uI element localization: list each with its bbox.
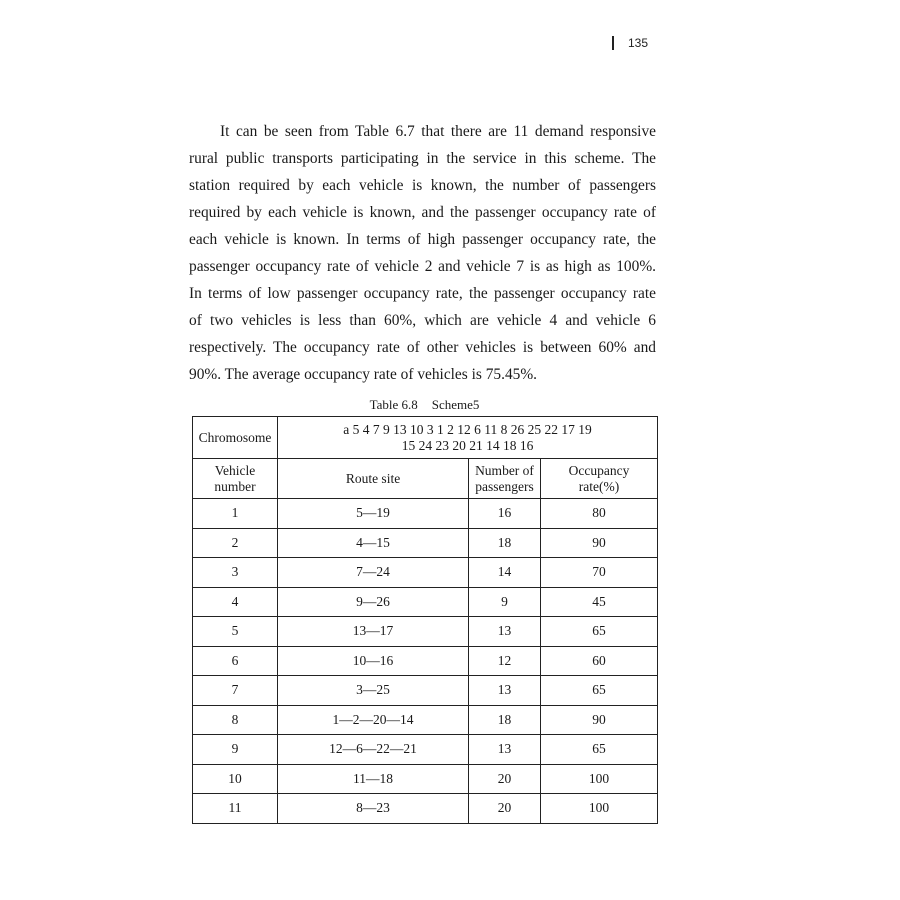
paragraph-line: each vehicle is known. In terms of high passenger occupancy rate, the: [189, 231, 656, 248]
route-cell: 7—24: [278, 558, 469, 588]
route-cell: 11—18: [278, 764, 469, 794]
vehicle-cell: 1: [193, 499, 278, 529]
passengers-cell: 13: [469, 676, 541, 706]
vehicle-cell: 4: [193, 587, 278, 617]
body-paragraph: [189, 118, 656, 388]
header-occupancy: [541, 459, 658, 499]
passengers-cell: 18: [469, 528, 541, 558]
header-vehicle-number: [193, 459, 278, 499]
chromosome-row: [193, 417, 658, 459]
route-cell: 8—23: [278, 794, 469, 824]
caption-number: Table 6.8: [369, 397, 418, 412]
header-text: Vehicle: [214, 462, 256, 478]
passengers-cell: 20: [469, 794, 541, 824]
table-row: [193, 676, 658, 706]
paragraph-line: It can be seen from Table 6.7 that there are 11 demand responsive: [220, 123, 656, 140]
vehicle-cell: 7: [193, 676, 278, 706]
table-row: [193, 617, 658, 647]
page-header: [612, 36, 648, 50]
header-text: Occupancy: [568, 462, 630, 478]
paragraph-line: rural public transports participating in the service in this scheme. The: [189, 150, 656, 167]
vehicle-cell: 8: [193, 705, 278, 735]
scheme-table: [192, 416, 658, 824]
vehicle-cell: 3: [193, 558, 278, 588]
passengers-cell: 18: [469, 705, 541, 735]
vehicle-cell: 6: [193, 646, 278, 676]
occupancy-cell: 100: [541, 794, 658, 824]
chromosome-seq-line: 15 24 23 20 21 14 18 16: [401, 437, 534, 453]
header-rule: [612, 36, 614, 50]
header-text: rate(%): [578, 478, 620, 494]
header-text: passengers: [475, 478, 534, 494]
route-cell: 13—17: [278, 617, 469, 647]
occupancy-cell: 60: [541, 646, 658, 676]
table-row: [193, 499, 658, 529]
route-cell: 3—25: [278, 676, 469, 706]
table-row: [193, 735, 658, 765]
vehicle-cell: 11: [193, 794, 278, 824]
route-cell: 4—15: [278, 528, 469, 558]
paragraph-line: station required by each vehicle is known, the number of passengers: [189, 177, 656, 194]
table-row: [193, 587, 658, 617]
paragraph-line: of two vehicles is less than 60%, which are vehicle 4 and vehicle 6: [189, 312, 656, 329]
route-cell: 10—16: [278, 646, 469, 676]
route-cell: 5—19: [278, 499, 469, 529]
table-row: [193, 528, 658, 558]
occupancy-cell: 65: [541, 676, 658, 706]
paragraph-line: In terms of low passenger occupancy rate, the passenger occupancy rate: [189, 285, 656, 302]
header-passengers: [469, 459, 541, 499]
header-text: number: [214, 478, 256, 494]
passengers-cell: 12: [469, 646, 541, 676]
passengers-cell: 16: [469, 499, 541, 529]
occupancy-cell: 65: [541, 617, 658, 647]
chromosome-seq-line: a 5 4 7 9 13 10 3 1 2 12 6 11 8 26 25 22 17 19: [343, 421, 592, 437]
paragraph-line: required by each vehicle is known, and the passenger occupancy rate of: [189, 204, 656, 221]
caption-title: Scheme5: [431, 397, 480, 412]
passengers-cell: 13: [469, 735, 541, 765]
passengers-cell: 14: [469, 558, 541, 588]
route-cell: 1—2—20—14: [278, 705, 469, 735]
route-cell: 12—6—22—21: [278, 735, 469, 765]
occupancy-cell: 80: [541, 499, 658, 529]
occupancy-cell: 90: [541, 705, 658, 735]
paragraph-line: 90%. The average occupancy rate of vehicles is 75.45%.: [189, 366, 538, 383]
table-row: [193, 764, 658, 794]
passengers-cell: 9: [469, 587, 541, 617]
table-row: [193, 646, 658, 676]
paragraph-line: passenger occupancy rate of vehicle 2 and vehicle 7 is as high as 100%.: [189, 258, 656, 275]
table-row: [193, 558, 658, 588]
header-text: Number of: [475, 462, 534, 478]
route-cell: 9—26: [278, 587, 469, 617]
vehicle-cell: 2: [193, 528, 278, 558]
header-route-site: Route site: [278, 459, 469, 499]
occupancy-cell: 100: [541, 764, 658, 794]
table-row: [193, 705, 658, 735]
chromosome-label: Chromosome: [193, 417, 278, 459]
header-row: [193, 459, 658, 499]
passengers-cell: 20: [469, 764, 541, 794]
occupancy-cell: 70: [541, 558, 658, 588]
vehicle-cell: 9: [193, 735, 278, 765]
table-row: [193, 794, 658, 824]
vehicle-cell: 5: [193, 617, 278, 647]
occupancy-cell: 45: [541, 587, 658, 617]
passengers-cell: 13: [469, 617, 541, 647]
paragraph-line: respectively. The occupancy rate of other vehicles is between 60% and: [189, 339, 656, 356]
page-number: 135: [628, 36, 649, 50]
occupancy-cell: 90: [541, 528, 658, 558]
occupancy-cell: 65: [541, 735, 658, 765]
chromosome-sequence: [278, 417, 658, 459]
vehicle-cell: 10: [193, 764, 278, 794]
table-caption: [192, 397, 657, 413]
